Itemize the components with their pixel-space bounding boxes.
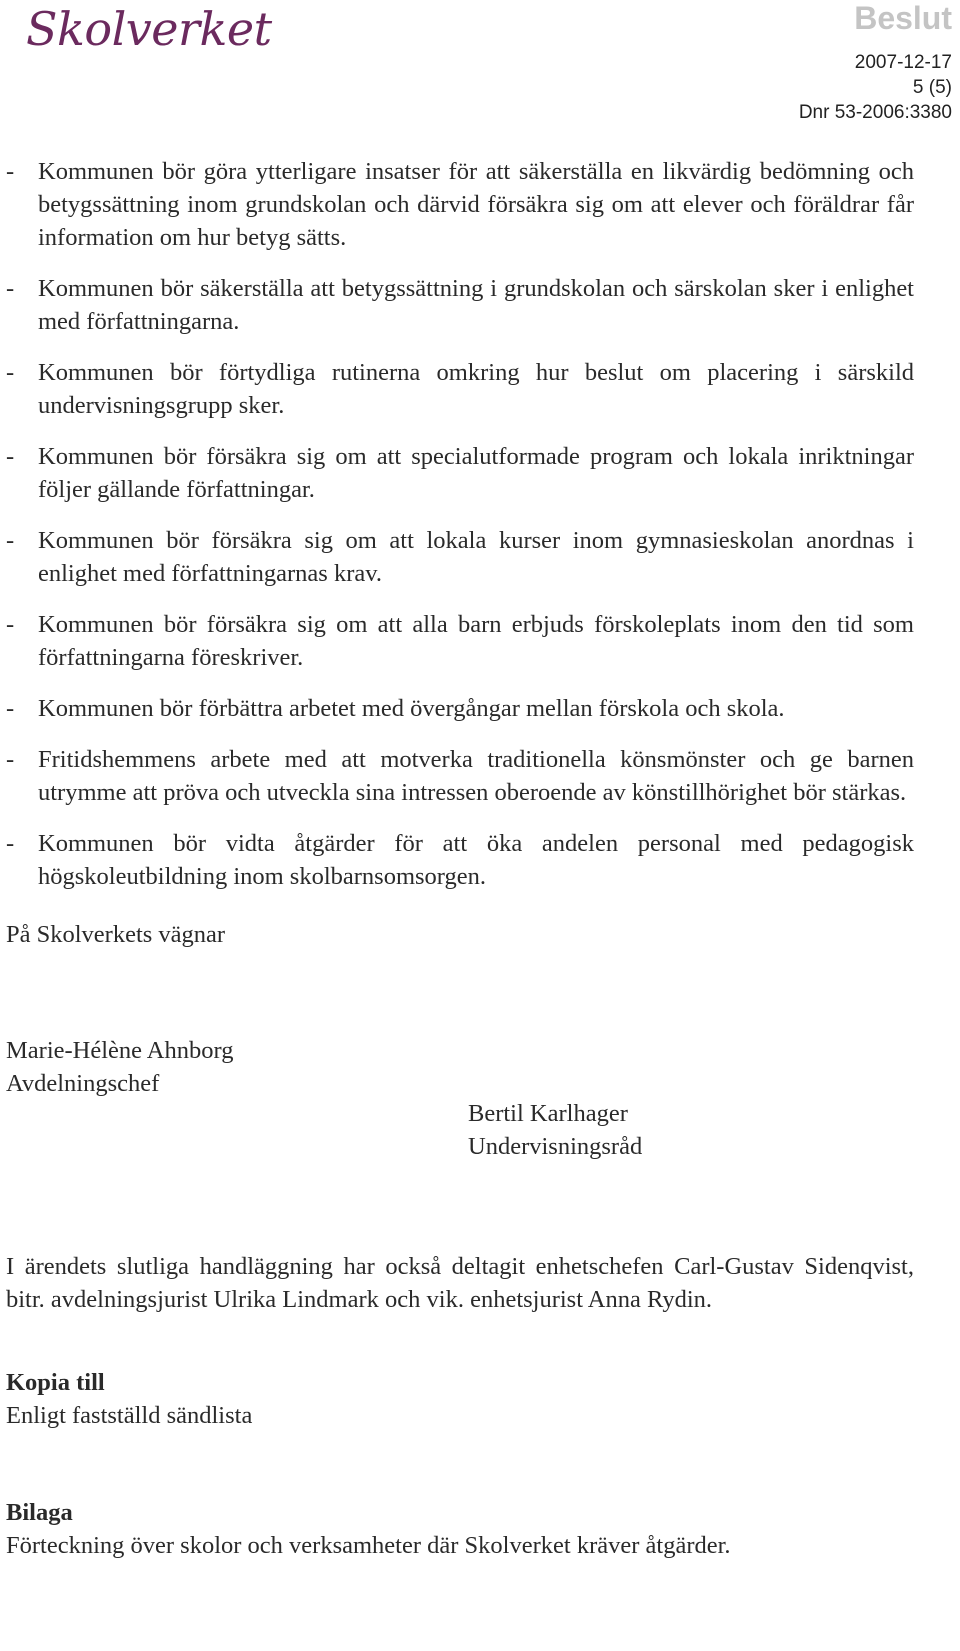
list-dash: - [6,158,15,185]
document-type: Beslut [854,0,952,36]
list-item [6,827,914,893]
list-dash: - [6,275,15,302]
signatory-1 [6,1034,233,1100]
list-item-text: Fritidshemmens arbete med att motverka traditionella könsmönster och ge barnen utrymme att pröva och utveckla sina intressen oberoende av könstillhörighet bör stärkas. [38,746,914,806]
list-dash: - [6,443,15,470]
signatory-2 [468,1097,642,1163]
list-item [6,743,914,809]
list-dash: - [6,611,15,638]
signatory-title: Undervisningsråd [468,1133,643,1160]
annex-section [6,1496,731,1562]
list-item-text: Kommunen bör förtydliga rutinerna omkring hur beslut om placering i särskild undervisningsgrupp sker. [38,359,914,419]
list-item-text: Kommunen bör förbättra arbetet med övergångar mellan förskola och skola. [38,695,785,722]
list-item-text: Kommunen bör försäkra sig om att alla barn erbjuds förskoleplats inom den tid som författningarna föreskriver. [38,611,914,671]
list-item-text: Kommunen bör säkerställa att betygssättning i grundskolan och särskolan sker i enlighet med författningarna. [38,275,914,335]
list-dash: - [6,695,15,722]
list-item-text: Kommunen bör försäkra sig om att specialutformade program och lokala inriktningar följer gällande författningar. [38,443,914,503]
copy-heading: Kopia till [6,1369,105,1396]
signatory-name: Marie-Hélène Ahnborg [6,1037,234,1064]
list-item [6,608,914,674]
requirements-list [6,155,914,911]
list-dash: - [6,527,15,554]
list-item [6,155,914,254]
closing-phrase: På Skolverkets vägnar [6,921,226,948]
list-dash: - [6,746,15,773]
annex-text: Förteckning över skolor och verksamheter där Skolverket kräver åtgärder. [6,1532,731,1559]
document-date: 2007-12-17 [854,52,952,73]
list-item-text: Kommunen bör försäkra sig om att lokala kurser inom gymnasieskolan anordnas i enlighet med författningarnas krav. [38,527,914,587]
page-number: 5 (5) [912,77,952,98]
registration-number: Dnr 53-2006:3380 [798,102,952,123]
skolverket-logo: Skolverket [26,2,272,56]
list-item [6,524,914,590]
list-item [6,440,914,506]
annex-heading: Bilaga [6,1499,73,1526]
participants-paragraph: I ärendets slutliga handläggning har också deltagit enhetschefen Carl-Gustav Sidenqvist, bitr. avdelningsjurist Ulrika Lindmark och vik. enhetsjurist Anna Rydin. [6,1253,914,1313]
document-meta [799,50,952,125]
signatory-title: Avdelningschef [6,1070,160,1097]
list-item-text: Kommunen bör vidta åtgärder för att öka andelen personal med pedagogisk högskoleutbildning inom skolbarnsomsorgen. [38,830,914,890]
list-item [6,272,914,338]
copy-section [6,1366,252,1432]
list-item [6,356,914,422]
list-dash: - [6,359,15,386]
list-dash: - [6,830,15,857]
signatory-name: Bertil Karlhager [468,1100,628,1127]
list-item-text: Kommunen bör göra ytterligare insatser för att säkerställa en likvärdig bedömning och betygssättning inom grundskolan och därvid försäkra sig om att elever och föräldrar får information om hur betyg sätts. [38,158,914,251]
list-item [6,692,914,725]
copy-text: Enligt fastställd sändlista [6,1402,253,1429]
